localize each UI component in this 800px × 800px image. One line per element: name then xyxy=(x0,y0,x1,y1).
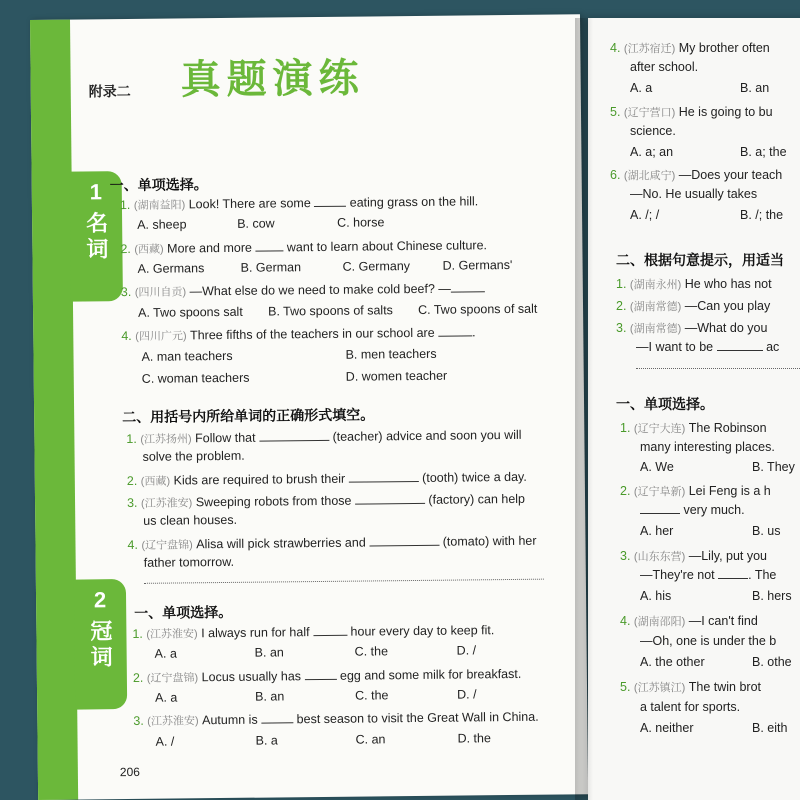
right-p2-line2: very much. xyxy=(640,503,745,517)
article-q1: 1. (江苏淮安) I always run for half hour every day to keep fit. xyxy=(132,623,495,641)
section-title-2: 二、用括号内所给单词的正确形式填空。 xyxy=(122,406,375,426)
section-title-3: 一、单项选择。 xyxy=(134,603,233,621)
right-r3: 3. (湖南常德) —What do you xyxy=(616,321,768,335)
option-c: C. horse xyxy=(337,215,385,230)
option-b: B. German xyxy=(240,260,302,275)
question-1: 1. (湖南益阳) Look! There are some eating grass on the hill. xyxy=(119,194,479,213)
option-a: A. a; an xyxy=(630,145,674,159)
option-c: C. an xyxy=(355,732,386,747)
option-a: A. sheep xyxy=(137,217,187,232)
option-b: B. us xyxy=(752,524,781,538)
right-section-title-3: 一、单项选择。 xyxy=(616,396,714,412)
fill-3-line2: us clean houses. xyxy=(143,512,238,528)
option-b: B. hers xyxy=(752,589,792,603)
right-r2: 2. (湖南常德) —Can you play xyxy=(616,299,771,313)
fill-1: 1. (江苏扬州) Follow that (teacher) advice and soon you will xyxy=(126,427,522,447)
right-q5: 5. (辽宁营口) He is going to bu xyxy=(610,105,773,119)
option-b: B. an xyxy=(255,689,285,704)
fill-2: 2. (西藏) Kids are required to brush their (tooth) twice a day. xyxy=(126,469,527,489)
option-d: D. women teacher xyxy=(345,368,448,384)
option-b: B. an xyxy=(740,81,770,95)
right-p5: 5. (江苏镇江) The twin brot xyxy=(620,680,761,694)
option-d: D. the xyxy=(457,731,491,746)
section-tab-articles xyxy=(74,579,127,710)
section-title-1: 一、单项选择。 xyxy=(109,176,208,194)
option-a: A. his xyxy=(640,589,672,603)
option-b: B. an xyxy=(254,645,284,660)
right-p5-line2: a talent for sports. xyxy=(640,700,741,714)
option-d: D. Germans' xyxy=(442,257,513,273)
right-q4-line2: after school. xyxy=(630,60,699,74)
question-3: 3. (四川自贡) —What else do we need to make cold beef? — xyxy=(121,280,485,300)
right-divider xyxy=(636,368,800,369)
appendix-label: 附录二 xyxy=(88,82,131,100)
option-a: A. a xyxy=(155,690,178,705)
right-section-title-2: 二、根据句意提示，用适当 xyxy=(616,252,784,268)
right-q4: 4. (江苏宿迁) My brother often xyxy=(610,41,770,55)
option-a: A. We xyxy=(640,460,674,474)
option-b: B. cow xyxy=(237,216,275,231)
option-b: B. a; the xyxy=(740,145,787,159)
option-b: B. eith xyxy=(752,721,788,735)
fill-4: 4. (辽宁盘锦) Alisa will pick strawberries and (tomato) with her xyxy=(127,533,537,553)
option-b: B. Two spoons of salts xyxy=(267,303,393,319)
right-p3-line2: —They're not . The xyxy=(640,568,777,582)
tab-label: 冠词 xyxy=(87,619,114,672)
divider xyxy=(144,579,544,584)
question-4: 4. (四川广元) Three fifths of the teachers in our school are . xyxy=(121,325,476,344)
right-p2: 2. (辽宁阜新) Lei Feng is a h xyxy=(620,484,771,498)
option-c: C. woman teachers xyxy=(141,370,250,386)
article-q2: 2. (辽宁盘锦) Locus usually has egg and some milk for breakfast. xyxy=(132,666,522,685)
option-a: A. a xyxy=(154,646,177,661)
option-d: D. / xyxy=(457,687,477,702)
green-margin-bar xyxy=(30,20,78,800)
right-p4: 4. (湖南邵阳) —I can't find xyxy=(620,614,758,628)
page-title: 真题演练 xyxy=(180,56,365,103)
right-page xyxy=(588,18,800,800)
option-b: B. a xyxy=(255,733,278,748)
option-b: B. othe xyxy=(752,655,792,669)
right-p4-line2: —Oh, one is under the b xyxy=(640,634,777,648)
right-r3-line2: —I want to be ac xyxy=(636,340,780,354)
right-p1: 1. (辽宁大连) The Robinson xyxy=(620,421,767,435)
tab-number: 2 xyxy=(93,587,107,613)
option-b: B. They xyxy=(752,460,795,474)
option-a: A. man teachers xyxy=(141,348,233,364)
right-q6: 6. (湖北咸宁) —Does your teach xyxy=(610,168,783,182)
option-a: A. neither xyxy=(640,721,694,735)
option-b: B. /; the xyxy=(740,208,784,222)
fill-3: 3. (江苏淮安) Sweeping robots from those (factory) can help xyxy=(126,491,526,511)
option-d: D. / xyxy=(456,643,477,658)
right-p3: 3. (山东东营) —Lily, put you xyxy=(620,549,768,563)
option-b: B. men teachers xyxy=(345,346,437,362)
option-a: A. her xyxy=(640,524,674,538)
question-2: 2. (西藏) More and more want to learn about Chinese culture. xyxy=(120,238,488,257)
article-q3: 3. (江苏淮安) Autumn is best season to visit the Great Wall in China. xyxy=(133,709,539,728)
tab-number: 1 xyxy=(89,179,103,205)
option-a: A. a xyxy=(630,81,653,95)
right-q6-line2: —No. He usually takes xyxy=(630,187,758,201)
right-r1: 1. (湖南永州) He who has not xyxy=(616,277,772,291)
option-a: A. Two spoons salt xyxy=(137,304,243,320)
tab-label: 名词 xyxy=(83,211,110,264)
option-c: C. Germany xyxy=(342,259,411,274)
option-c: C. the xyxy=(355,688,389,703)
page-number: 206 xyxy=(119,764,140,780)
option-c: C. Two spoons of salt xyxy=(417,301,538,317)
option-a: A. /; / xyxy=(630,208,660,222)
fill-4-line2: father tomorrow. xyxy=(143,554,235,570)
right-q5-line2: science. xyxy=(630,124,676,138)
option-c: C. the xyxy=(354,644,389,659)
option-a: A. the other xyxy=(640,655,705,669)
book-spine-shadow xyxy=(575,18,593,800)
left-page xyxy=(30,14,588,800)
right-p1-line2: many interesting places. xyxy=(640,440,775,454)
option-a: A. Germans xyxy=(137,261,205,276)
option-a: A. / xyxy=(155,734,175,749)
fill-1-line2: solve the problem. xyxy=(142,448,245,464)
